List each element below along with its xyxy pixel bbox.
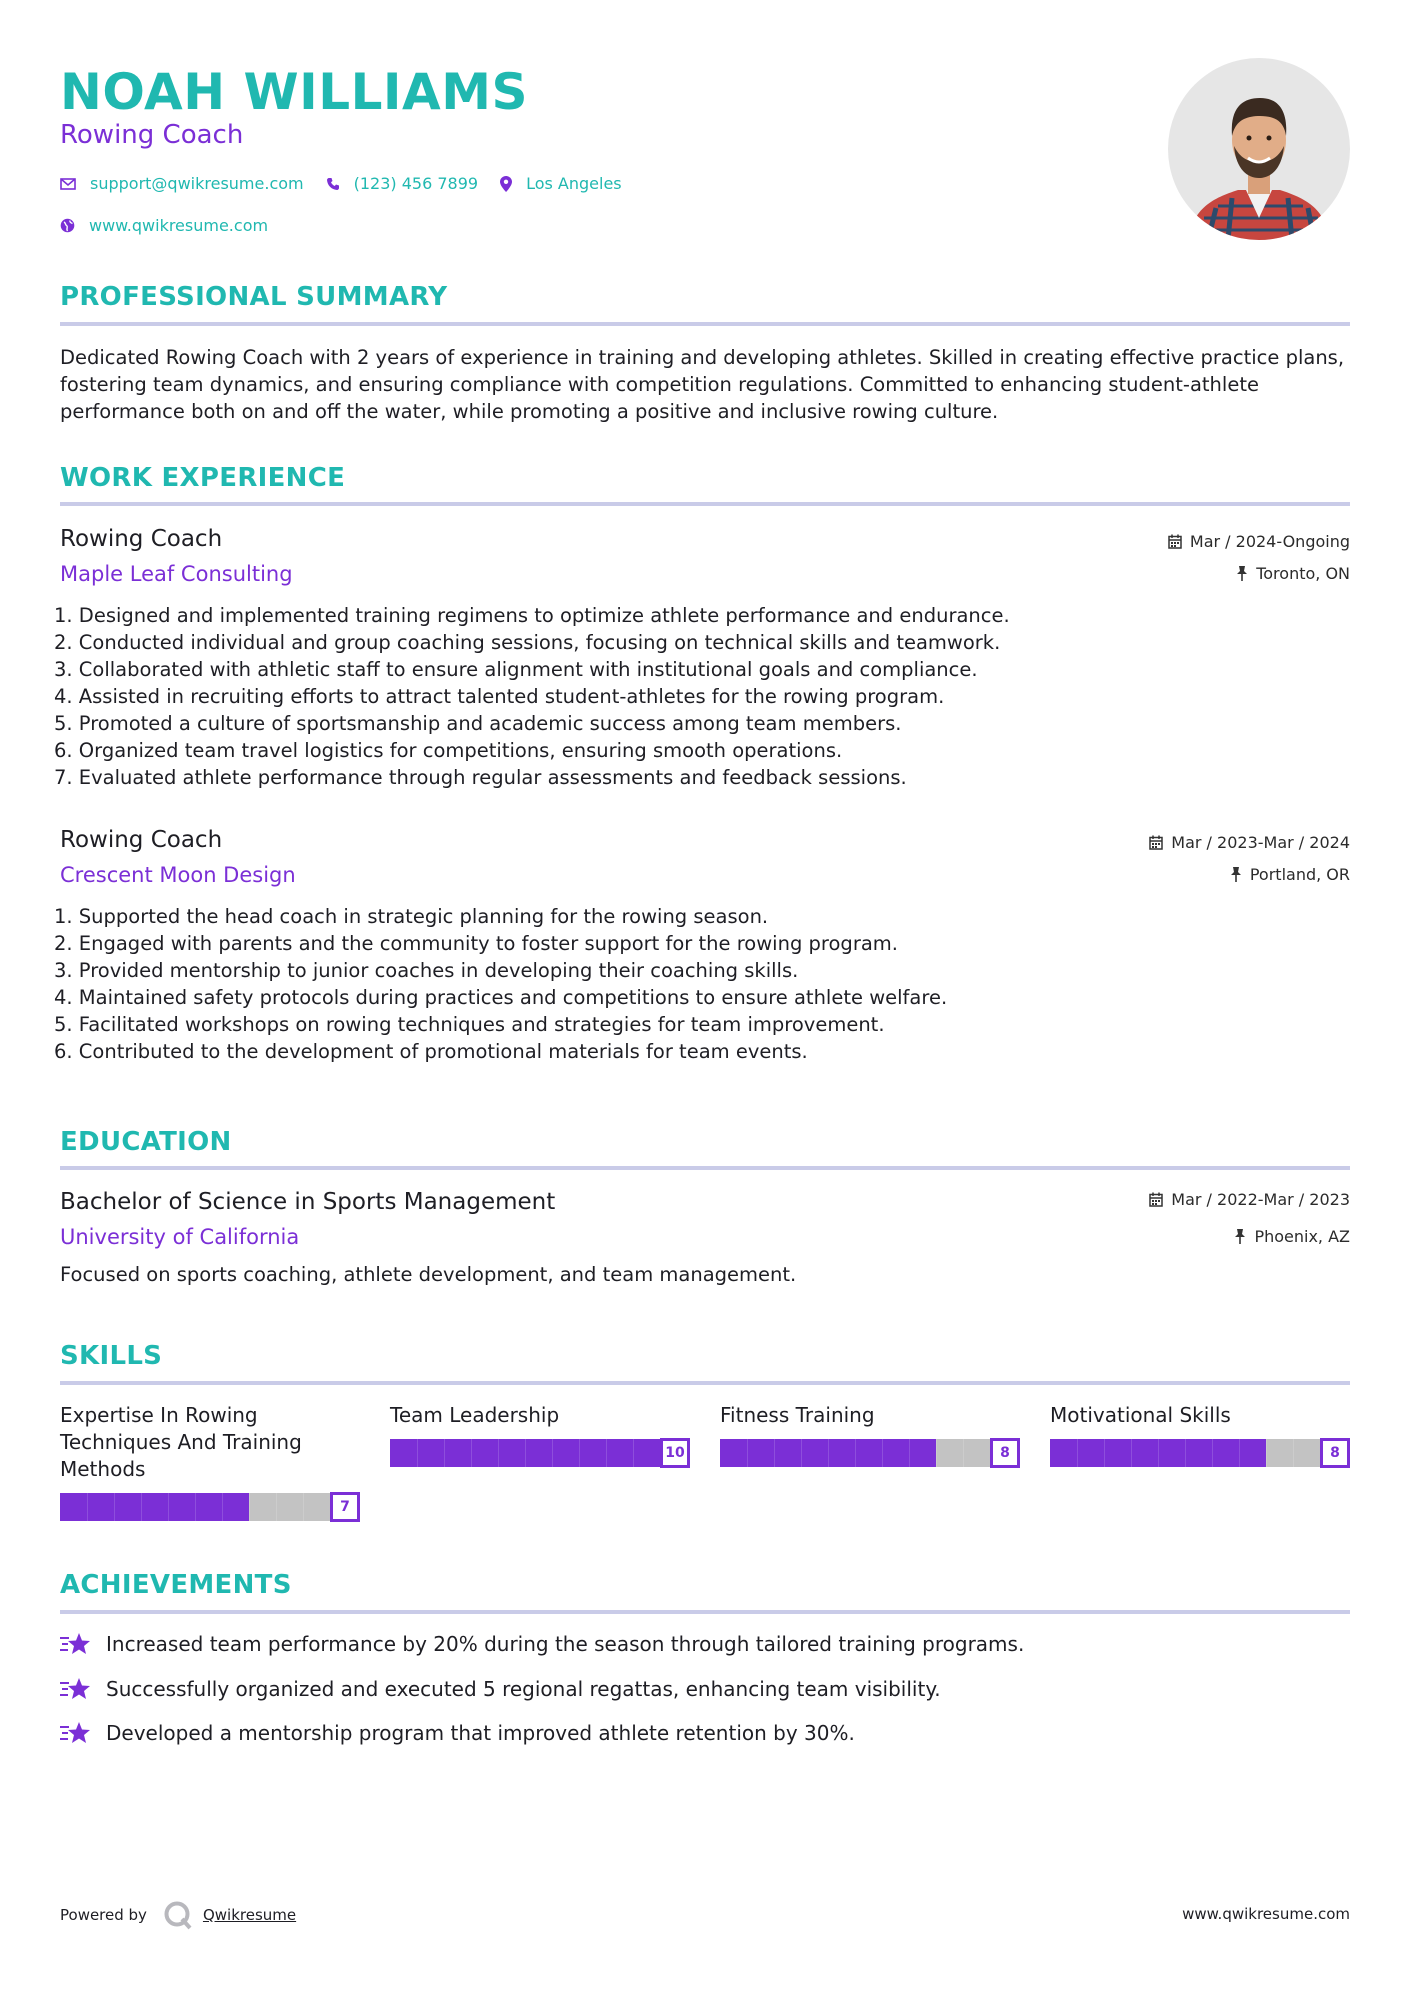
summary-text: Dedicated Rowing Coach with 2 years of experience in training and developing athletes. Skilled in creating effective practice plans, fostering team dynamics, and ensuring compliance with competition regulations. Committed to enhancing student-athlete performance both on and off the water, while promoting a positive and inclusive rowing culture. — [60, 346, 1345, 423]
globe-icon — [60, 218, 75, 233]
skill-bar-segment — [525, 1439, 526, 1467]
skill-bar-segment — [222, 1493, 223, 1521]
email-text: support@qwikresume.com — [90, 174, 304, 193]
list-item: 3. Provided mentorship to junior coaches in developing their coaching skills. — [54, 959, 799, 982]
skill-bar-segment — [471, 1439, 472, 1467]
skill-bar-segment — [1158, 1439, 1159, 1467]
job-location — [1230, 865, 1350, 884]
profile-photo — [1168, 58, 1350, 240]
skill-name: Fitness Training — [720, 1403, 875, 1427]
phone-icon — [326, 177, 340, 191]
skill-bar-segment — [606, 1439, 607, 1467]
location-text: Los Angeles — [526, 174, 622, 193]
skill-bar-segment — [444, 1439, 445, 1467]
job-bullets — [54, 903, 947, 1065]
candidate-name: NOAH WILLIAMS — [60, 63, 528, 121]
achievements-heading: ACHIEVEMENTS — [60, 1570, 292, 1600]
skill-bar-segment — [1104, 1439, 1105, 1467]
contact-location — [500, 174, 622, 193]
skill-bar-segment — [828, 1439, 829, 1467]
achievement-text: Increased team performance by 20% during the season through tailored training programs. — [106, 1632, 1025, 1656]
skill-bar-segment — [801, 1439, 802, 1467]
shooting-star-icon — [60, 1721, 90, 1745]
skill-bar-segment — [1077, 1439, 1078, 1467]
skill-level-badge: 8 — [1320, 1438, 1350, 1468]
skill-bar-segment — [1293, 1439, 1294, 1467]
skill-bar-track — [1050, 1439, 1320, 1467]
achievement-item — [60, 1632, 1024, 1656]
list-item: 6. Organized team travel logistics for competitions, ensuring smooth operations. — [54, 739, 843, 762]
skill-bar-segment — [249, 1493, 250, 1521]
skill-name: Motivational Skills — [1050, 1403, 1231, 1427]
map-pin-icon — [500, 176, 512, 192]
candidate-role: Rowing Coach — [60, 120, 244, 150]
pushpin-icon — [1230, 867, 1242, 882]
calendar-icon — [1149, 835, 1163, 850]
pushpin-icon — [1236, 566, 1248, 581]
list-item: 1. Supported the head coach in strategic planning for the rowing season. — [54, 905, 769, 928]
skill-item — [1050, 1402, 1350, 1461]
skill-bar-segment — [552, 1439, 553, 1467]
list-item: 7. Evaluated athlete performance through regular assessments and feedback sessions. — [54, 766, 907, 789]
skill-bar-track — [390, 1439, 660, 1467]
skill-bar-segment — [303, 1493, 304, 1521]
skill-bar-segment — [579, 1439, 580, 1467]
contact-website[interactable] — [60, 216, 268, 235]
envelope-icon — [60, 178, 76, 190]
list-item: 4. Maintained safety protocols during practices and competitions to ensure athlete welfare. — [54, 986, 948, 1009]
skill-level-badge: 7 — [330, 1492, 360, 1522]
job-location-text: Portland, OR — [1249, 865, 1350, 884]
skill-level-badge: 10 — [660, 1438, 690, 1468]
skill-name: Expertise In Rowing Techniques And Training Methods — [60, 1403, 302, 1481]
skill-rating-bar — [390, 1438, 690, 1468]
skill-rating-bar — [60, 1492, 360, 1522]
footer-powered-by — [60, 1900, 296, 1930]
skill-level-badge: 8 — [990, 1438, 1020, 1468]
skill-bar-segment — [141, 1493, 142, 1521]
skill-bar-segment — [909, 1439, 910, 1467]
skill-bar-segment — [195, 1493, 196, 1521]
skill-bar-segment — [936, 1439, 937, 1467]
achievement-text: Developed a mentorship program that improved athlete retention by 30%. — [106, 1721, 855, 1745]
list-item: 4. Assisted in recruiting efforts to attract talented student-athletes for the rowing program. — [54, 685, 945, 708]
skill-bar-segment — [855, 1439, 856, 1467]
job-location-text: Toronto, ON — [1256, 564, 1350, 583]
school-name: University of California — [60, 1225, 300, 1249]
education-dates — [1149, 1190, 1350, 1209]
job-location — [1236, 564, 1350, 583]
skill-bar-segment — [87, 1493, 88, 1521]
list-item: 1. Designed and implemented training regimens to optimize athlete performance and endurance. — [54, 604, 1010, 627]
skill-bar-fill — [60, 1493, 249, 1521]
achievement-text: Successfully organized and executed 5 regional regattas, enhancing team visibility. — [106, 1677, 941, 1701]
skill-bar-segment — [1131, 1439, 1132, 1467]
job-dates — [1168, 532, 1350, 551]
achievement-item — [60, 1721, 855, 1745]
skill-bar-segment — [1266, 1439, 1267, 1467]
skill-bar-segment — [276, 1493, 277, 1521]
contact-email[interactable] — [60, 174, 304, 193]
skill-rating-bar — [1050, 1438, 1350, 1468]
job-title: Rowing Coach — [60, 526, 223, 552]
list-item: 5. Promoted a culture of sportsmanship and academic success among team members. — [54, 712, 902, 735]
job-company: Crescent Moon Design — [60, 863, 296, 887]
skill-bar-segment — [417, 1439, 418, 1467]
education-location — [1234, 1227, 1350, 1246]
qwikresume-link[interactable]: Qwikresume — [202, 1906, 297, 1924]
job-dates — [1149, 833, 1350, 852]
website-text: www.qwikresume.com — [89, 216, 269, 235]
contact-phone[interactable] — [326, 174, 478, 193]
skills-heading: SKILLS — [60, 1341, 163, 1371]
experience-divider — [60, 502, 1350, 506]
skill-bar-segment — [1185, 1439, 1186, 1467]
shooting-star-icon — [60, 1677, 90, 1701]
skill-bar-segment — [747, 1439, 748, 1467]
skill-bar-track — [720, 1439, 990, 1467]
list-item: 3. Collaborated with athletic staff to ensure alignment with institutional goals and compliance. — [54, 658, 978, 681]
skill-bar-segment — [114, 1493, 115, 1521]
education-heading: EDUCATION — [60, 1127, 232, 1157]
qwikresume-logo-icon — [163, 1900, 193, 1930]
skill-bar-segment — [168, 1493, 169, 1521]
education-dates-text: Mar / 2022-Mar / 2023 — [1171, 1190, 1350, 1209]
phone-text: (123) 456 7899 — [353, 174, 479, 193]
skill-bar-segment — [1239, 1439, 1240, 1467]
job-bullets — [54, 602, 1010, 791]
achievements-divider — [60, 1610, 1350, 1614]
contact-row-primary — [60, 174, 644, 193]
resume-page — [54, 0, 1350, 1990]
job-dates-text: Mar / 2024-Ongoing — [1189, 532, 1350, 551]
skill-bar-segment — [498, 1439, 499, 1467]
education-divider — [60, 1166, 1350, 1170]
list-item: 5. Facilitated workshops on rowing techniques and strategies for team improvement. — [54, 1013, 885, 1036]
achievement-item — [60, 1677, 941, 1701]
shooting-star-icon — [60, 1632, 90, 1656]
calendar-icon — [1168, 534, 1182, 549]
job-dates-text: Mar / 2023-Mar / 2024 — [1171, 833, 1350, 852]
experience-heading: WORK EXPERIENCE — [60, 463, 346, 493]
skills-divider — [60, 1381, 1350, 1385]
skill-bar-track — [60, 1493, 330, 1521]
education-location-text: Phoenix, AZ — [1254, 1227, 1350, 1246]
skill-item — [60, 1402, 360, 1515]
footer-website[interactable]: www.qwikresume.com — [1182, 1905, 1350, 1923]
skill-rating-bar — [720, 1438, 1020, 1468]
degree-title: Bachelor of Science in Sports Management — [60, 1189, 556, 1215]
powered-by-label: Powered by — [60, 1906, 147, 1924]
list-item: 6. Contributed to the development of promotional materials for team events. — [54, 1040, 808, 1063]
calendar-icon — [1149, 1192, 1163, 1207]
list-item: 2. Conducted individual and group coaching sessions, focusing on technical skills and teamwork. — [54, 631, 1001, 654]
summary-heading: PROFESSIONAL SUMMARY — [60, 282, 448, 312]
list-item: 2. Engaged with parents and the community to foster support for the rowing program. — [54, 932, 898, 955]
summary-divider — [60, 322, 1350, 326]
skill-bar-segment — [963, 1439, 964, 1467]
skill-item — [390, 1402, 690, 1461]
skill-item — [720, 1402, 1020, 1461]
contact-row-secondary — [60, 216, 290, 235]
job-title: Rowing Coach — [60, 827, 223, 853]
skill-bar-segment — [633, 1439, 634, 1467]
skill-bar-segment — [774, 1439, 775, 1467]
skill-bar-segment — [1212, 1439, 1213, 1467]
job-company: Maple Leaf Consulting — [60, 562, 293, 586]
skill-name: Team Leadership — [390, 1403, 560, 1427]
pushpin-icon — [1234, 1229, 1246, 1244]
skill-bar-segment — [882, 1439, 883, 1467]
education-description: Focused on sports coaching, athlete development, and team management. — [60, 1263, 797, 1286]
